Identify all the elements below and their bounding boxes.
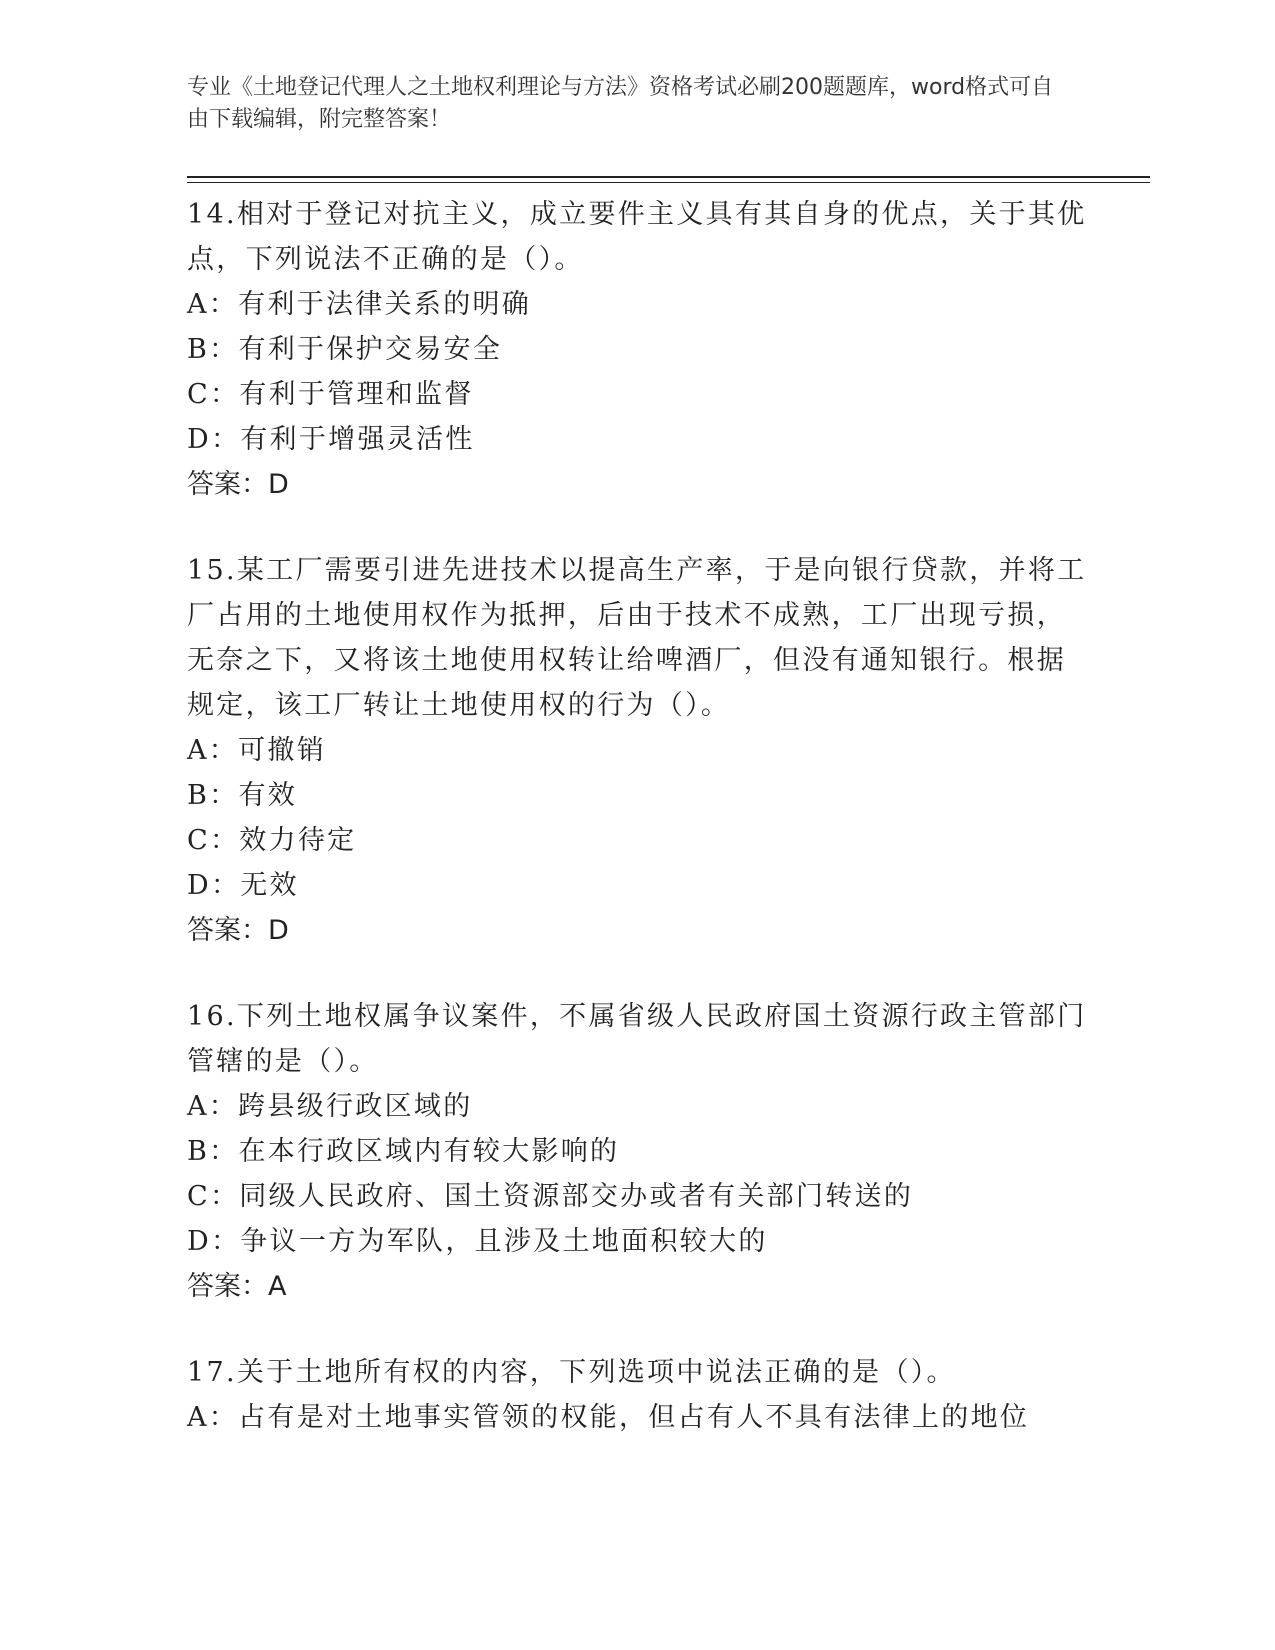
header-divider-thick <box>187 176 1150 178</box>
option-c: C：效力待定 <box>187 825 357 856</box>
question-text: 15.某工厂需要引进先进技术以提高生产率，于是向银行贷款，并将工厂占用的土地使用权作为抵押，后由于技术不成熟，工厂出现亏损，无奈之下，又将该土地使用权转让给啤酒厂，但没有通知银行。根据规定，该工厂转让土地使用权的行为（）。 <box>187 555 1087 721</box>
answer: 答案：A <box>187 1271 287 1302</box>
option-a: A：有利于法律关系的明确 <box>187 289 532 320</box>
question-text: 14.相对于登记对抗主义，成立要件主义具有其自身的优点，关于其优点，下列说法不正确的是（）。 <box>187 199 1087 275</box>
question-14 <box>187 192 1087 508</box>
answer: 答案：D <box>187 915 289 946</box>
option-a: A：可撤销 <box>187 735 326 766</box>
option-a: A：占有是对土地事实管领的权能，但占有人不具有法律上的地位 <box>187 1402 1030 1433</box>
option-b: B：有利于保护交易安全 <box>187 334 503 365</box>
question-list <box>187 192 1087 1480</box>
option-d: D：争议一方为军队，且涉及土地面积较大的 <box>187 1226 768 1257</box>
option-a: A：跨县级行政区域的 <box>187 1091 473 1122</box>
option-c: C：同级人民政府、国土资源部交办或者有关部门转送的 <box>187 1181 914 1212</box>
option-b: B：在本行政区域内有较大影响的 <box>187 1136 620 1167</box>
question-16 <box>187 994 1087 1310</box>
option-b: B：有效 <box>187 780 298 811</box>
option-d: D：无效 <box>187 870 299 901</box>
question-15 <box>187 548 1087 954</box>
document-header: 专业《土地登记代理人之土地权利理论与方法》资格考试必刷200题题库，word格式可自由下载编辑，附完整答案！ <box>187 75 1054 132</box>
option-d: D：有利于增强灵活性 <box>187 424 475 455</box>
question-text: 16.下列土地权属争议案件，不属省级人民政府国土资源行政主管部门管辖的是（）。 <box>187 1001 1087 1077</box>
answer: 答案：D <box>187 469 289 500</box>
question-text: 17.关于土地所有权的内容，下列选项中说法正确的是（）。 <box>187 1357 956 1388</box>
header-divider-thin <box>187 182 1150 183</box>
question-17 <box>187 1350 1087 1440</box>
option-c: C：有利于管理和监督 <box>187 379 474 410</box>
